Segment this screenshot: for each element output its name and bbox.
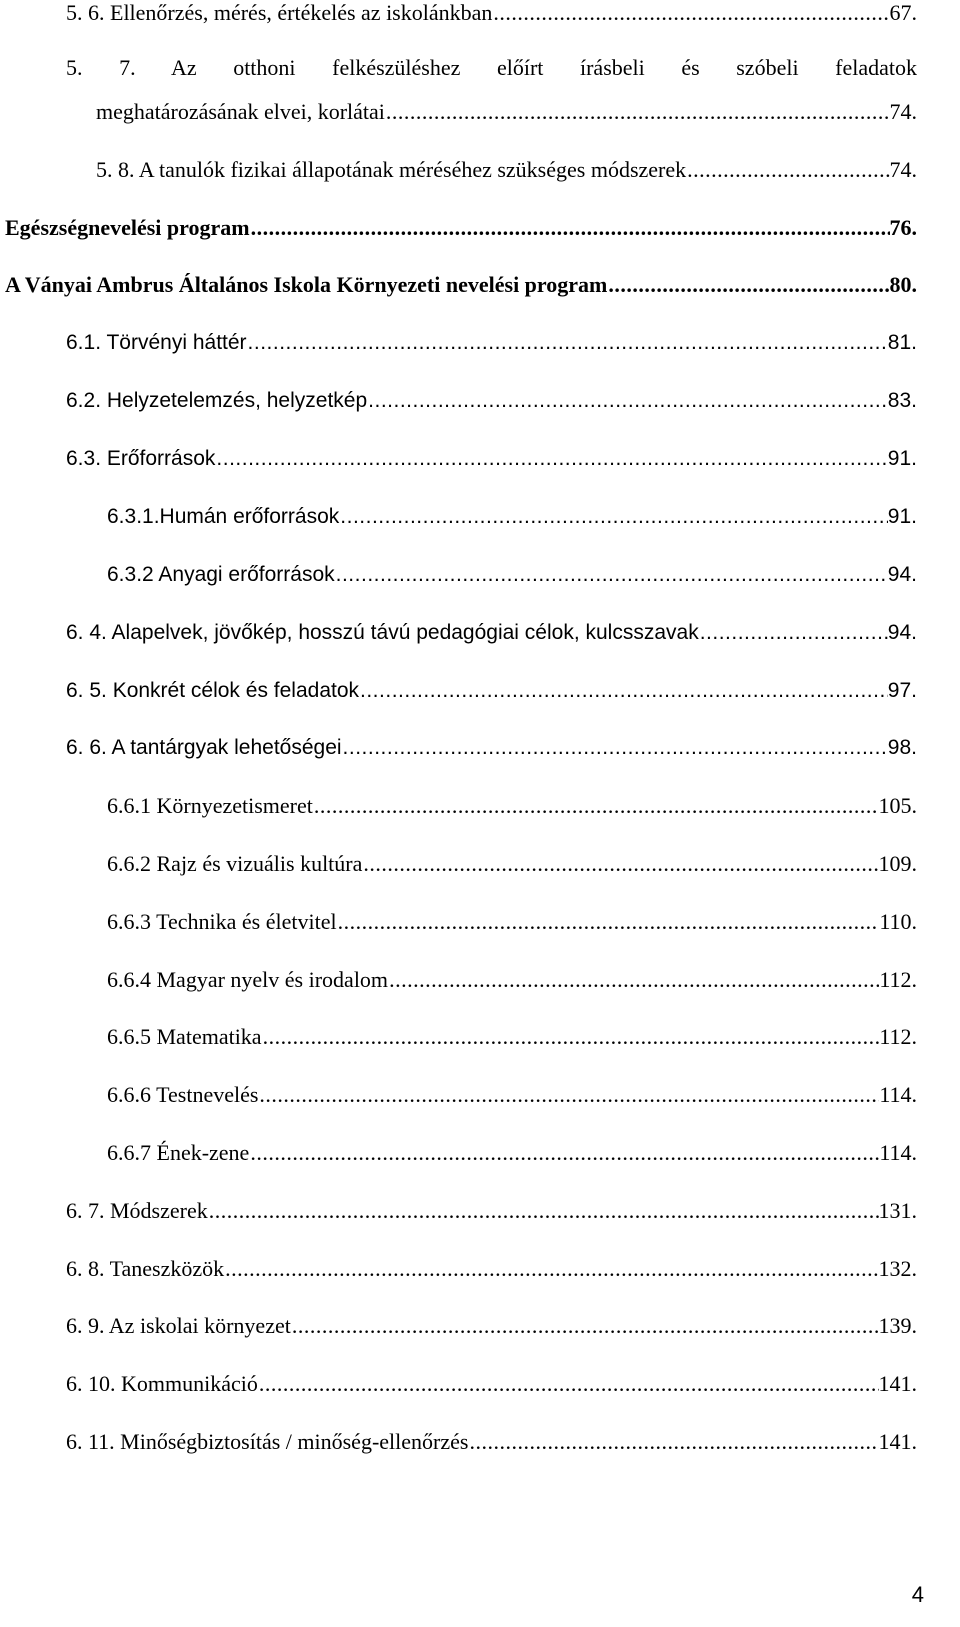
dot-leader — [215, 444, 887, 474]
toc-entry-label: 6.3.2 Anyagi erőforrások — [107, 563, 335, 586]
toc-entry[interactable] — [107, 560, 917, 590]
toc-entry-label: 6. 11. Minőségbiztosítás / minőség-ellenőrzés — [66, 1429, 469, 1454]
toc-entry-page: 139. — [878, 1313, 917, 1338]
toc-entry-label: 5. 6. Ellenőrzés, mérés, értékelés az iskolánkban — [66, 0, 493, 25]
toc-entry[interactable] — [66, 53, 917, 127]
dot-leader — [699, 618, 888, 648]
toc-entry-page: 94. — [887, 621, 917, 644]
toc-entry-label: 6.6.3 Technika és életvitel — [107, 909, 337, 934]
toc-entry-label: 6.6.4 Magyar nyelv és irodalom — [107, 967, 389, 992]
toc-entry-label: 5. 7. Az otthoni felkészüléshez előírt írásbeli és szóbeli feladatok — [66, 55, 917, 80]
toc-entry[interactable] — [107, 791, 917, 821]
toc-entry-page: 91. — [887, 505, 917, 528]
toc-entry[interactable] — [5, 213, 917, 243]
toc-entry[interactable] — [66, 1369, 917, 1399]
toc-entry[interactable] — [66, 1254, 917, 1284]
toc-entry-label: 6.6.6 Testnevelés — [107, 1082, 259, 1107]
toc-entry-page: 112. — [879, 1024, 917, 1049]
toc-entry-page: 74. — [889, 157, 917, 182]
toc-entry[interactable] — [5, 270, 917, 300]
toc-entry-page: 80. — [889, 272, 917, 297]
toc-entry-page: 110. — [879, 909, 917, 934]
dot-leader — [607, 270, 889, 300]
toc-entry-label: 6.3.1.Humán erőforrások — [107, 505, 340, 528]
dot-leader — [385, 97, 890, 127]
toc-entry-label: 6. 9. Az iskolai környezet — [66, 1313, 291, 1338]
toc-entry-page: 91. — [887, 447, 917, 470]
toc-entry-label: A Ványai Ambrus Általános Iskola Környezeti nevelési program — [5, 272, 608, 297]
toc-entry-label: 6. 10. Kommunikáció — [66, 1371, 258, 1396]
toc-entry-page: 114. — [879, 1082, 917, 1107]
toc-entry[interactable] — [66, 733, 917, 763]
toc-entry-label: 6.6.7 Ének-zene — [107, 1140, 250, 1165]
toc-entry-label: 5. 8. A tanulók fizikai állapotának méréséhez szükséges módszerek — [96, 157, 687, 182]
dot-leader — [249, 1138, 879, 1168]
dot-leader — [686, 155, 889, 185]
dot-leader — [313, 791, 879, 821]
toc-entry[interactable] — [66, 386, 917, 416]
toc-entry[interactable] — [107, 1138, 917, 1168]
dot-leader — [224, 1254, 878, 1284]
toc-entry[interactable] — [66, 1196, 917, 1226]
toc-entry-page: 131. — [878, 1198, 917, 1223]
toc-entry[interactable] — [66, 1311, 917, 1341]
toc-entry-page: 141. — [878, 1429, 917, 1454]
toc-entry[interactable] — [107, 965, 917, 995]
dot-leader — [208, 1196, 879, 1226]
toc-entry-label: Egészségnevelési program — [5, 215, 250, 240]
toc-entry-page: 109. — [878, 851, 917, 876]
toc-entry-page: 114. — [879, 1140, 917, 1165]
dot-leader — [335, 560, 888, 590]
toc-entry[interactable] — [107, 849, 917, 879]
toc-entry-page: 81. — [887, 331, 917, 354]
toc-entry-page: 112. — [879, 967, 917, 992]
toc-entry-page: 74. — [889, 99, 917, 124]
toc-entry-label: 6. 7. Módszerek — [66, 1198, 208, 1223]
toc-entry[interactable] — [66, 328, 917, 358]
dot-leader — [359, 676, 888, 706]
dot-leader — [388, 965, 879, 995]
dot-leader — [342, 733, 888, 763]
toc-entry-page: 83. — [887, 389, 917, 412]
dot-leader — [258, 1369, 879, 1399]
toc-entry-label: 6.2. Helyzetelemzés, helyzetkép — [66, 389, 368, 412]
toc-entry-page: 97. — [887, 679, 917, 702]
toc-entry-label: 6.3. Erőforrások — [66, 447, 216, 470]
toc-entry-page: 67. — [889, 0, 917, 25]
toc-entry[interactable] — [66, 444, 917, 474]
dot-leader — [250, 213, 890, 243]
toc-entry-label: 6.1. Törvényi háttér — [66, 331, 247, 354]
toc-entry[interactable] — [66, 0, 917, 28]
toc-entry-label: 6. 5. Konkrét célok és feladatok — [66, 679, 360, 702]
page-number: 4 — [911, 1582, 924, 1607]
dot-leader — [367, 386, 888, 416]
toc-entry-page: 98. — [887, 736, 917, 759]
toc-entry-page: 141. — [878, 1371, 917, 1396]
dot-leader — [291, 1311, 879, 1341]
toc-entry-page: 76. — [889, 215, 917, 240]
toc-entry[interactable] — [107, 907, 917, 937]
toc-entry-page: 94. — [887, 563, 917, 586]
dot-leader — [339, 502, 888, 532]
toc-entry-label: 6.6.1 Környezetismeret — [107, 793, 313, 818]
toc-entry-label-continued: meghatározásának elvei, korlátai — [96, 99, 385, 124]
dot-leader — [258, 1080, 879, 1110]
toc-entry[interactable] — [107, 1022, 917, 1052]
toc-entry-page: 105. — [878, 793, 917, 818]
toc-entry[interactable] — [66, 1427, 917, 1457]
toc-entry-page: 132. — [878, 1256, 917, 1281]
toc-entry[interactable] — [96, 155, 917, 185]
dot-leader — [247, 328, 888, 358]
toc-entry-label: 6. 8. Taneszközök — [66, 1256, 225, 1281]
toc-entry-label: 6. 6. A tantárgyak lehetőségei — [66, 736, 342, 759]
dot-leader — [262, 1022, 880, 1052]
dot-leader — [468, 1427, 878, 1457]
dot-leader — [337, 907, 880, 937]
toc-entry[interactable] — [107, 502, 917, 532]
toc-entry[interactable] — [66, 676, 917, 706]
dot-leader — [492, 0, 889, 28]
toc-entry[interactable] — [66, 618, 917, 648]
toc-entry-label: 6. 4. Alapelvek, jövőkép, hosszú távú pedagógiai célok, kulcsszavak — [66, 621, 699, 644]
dot-leader — [362, 849, 878, 879]
toc-entry[interactable] — [107, 1080, 917, 1110]
toc-entry-label: 6.6.5 Matematika — [107, 1024, 262, 1049]
toc-entry-label: 6.6.2 Rajz és vizuális kultúra — [107, 851, 363, 876]
